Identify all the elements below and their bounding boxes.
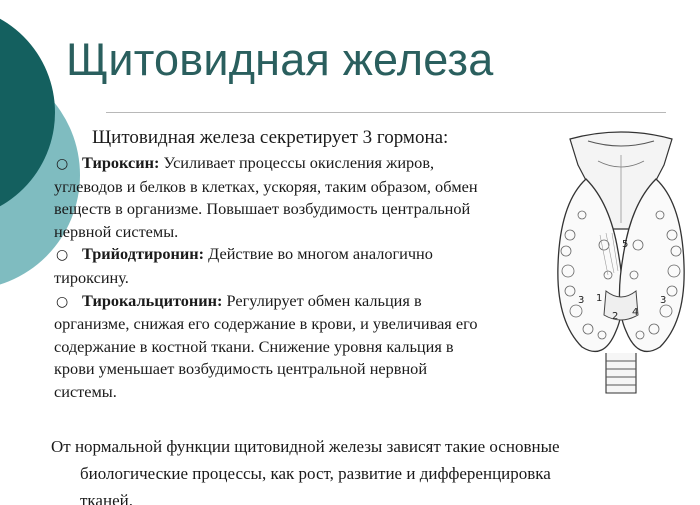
figure-label: 4 [632, 307, 639, 318]
hormone-text-line: Усиливает процессы окисления жиров, [159, 153, 435, 172]
bullet-icon: ○ [56, 293, 69, 310]
hormone-name: Трийодтиронин: [82, 244, 205, 264]
slide-title: Щитовидная железа [66, 34, 494, 85]
hormone-text-line: нервной системы. [54, 221, 179, 241]
hormone-item-thyrocalcitonin [54, 290, 564, 404]
hormone-text-line: Регулирует обмен кальция в [222, 290, 422, 310]
thyroid-illustration [548, 125, 694, 397]
hormone-text-line: углеводов и белков в клетках, ускоряя, таким образом, обмен [54, 176, 478, 196]
hormone-text-line: организме, снижая его содержание в крови, и увеличивая его [54, 314, 478, 334]
title-divider [106, 112, 666, 113]
hormone-text-line: тироксину. [54, 267, 129, 287]
hormone-text-line: Действие во многом аналогично [204, 244, 433, 264]
hormone-text-line: системы. [54, 381, 117, 401]
footer-line: От нормальной функции щитовидной железы зависят такие основные [51, 437, 560, 456]
footer-paragraph [51, 433, 671, 505]
bullet-icon: ○ [56, 247, 69, 264]
figure-label: 3 [660, 295, 667, 306]
figure-label: 3 [578, 295, 585, 306]
footer-line: биологические процессы, как рост, развитие и дифференцировка [80, 464, 551, 483]
footer-line: тканей. [80, 491, 133, 505]
bullet-icon: ○ [56, 156, 69, 172]
figure-label: 5 [622, 239, 629, 250]
hormone-text-line: крови уменьшает возбудимость центральной нервной [54, 359, 428, 379]
hormone-name: Тироксин: [82, 153, 160, 172]
hormone-name: Тирокальцитонин: [82, 290, 223, 310]
hormone-item-thyroxine [54, 152, 564, 243]
hormone-text-line: веществ в организме. Повышает возбудимость центральной [54, 199, 471, 219]
figure-label: 1 [596, 293, 603, 304]
hormone-item-triiodothyronine [54, 243, 564, 289]
slide-subtitle: Щитовидная железа секретирует 3 гормона: [92, 127, 449, 148]
hormone-list [54, 152, 564, 404]
figure-label: 2 [612, 311, 619, 322]
hormone-text-line: содержание в костной ткани. Снижение уровня кальция в [54, 336, 454, 356]
